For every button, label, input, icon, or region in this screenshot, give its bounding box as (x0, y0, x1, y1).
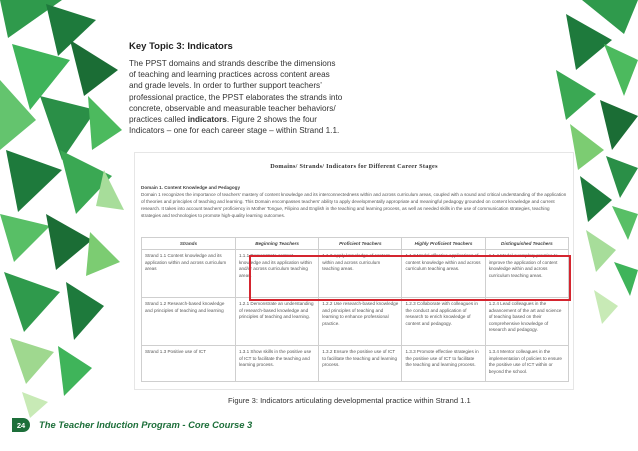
figure-caption: Figure 3: Indicators articulating developmental practice within Strand 1.1 (228, 396, 471, 405)
topic-body: The PPST domains and strands describe the dimensions of teaching and learning practices across content areas and grade levels. In order to further support teachers’ professional practice, the PPST elaborates the strands into concrete, observable and measurable teacher behaviors/ practices called indicators. Figure 2 shows the four Indicators – one for each career stage – within Strand 1.1. (129, 59, 343, 136)
topic-title: Key Topic 3: Indicators (129, 41, 233, 52)
table-cell: 1.2.3 Collaborate with colleagues in the conduct and application of research to enrich knowledge of content and pedagogy. (402, 298, 485, 346)
table-cell: Strand 1.2 Research-based knowledge and principles of teaching and learning (142, 298, 236, 346)
key-topic-section (129, 41, 344, 136)
table-cell: 1.3.3 Promote effective strategies in the positive use of ICT to facilitate the teaching and learning process. (402, 346, 485, 382)
table-cell: 1.1.4 Model exemplary practice to improve the application of content knowledge within and across curriculum teaching areas. (485, 250, 568, 298)
table-cell: 1.3.4 Mentor colleagues in the implementation of policies to ensure the positive use of ICT within or beyond the school. (485, 346, 568, 382)
table-cell: 1.1.3 Model effective applications of content knowledge within and across curriculum teaching areas. (402, 250, 485, 298)
table-row (142, 298, 569, 346)
table-cell: 1.1.1 Demonstrate content knowledge and its application within and/or across curriculum teaching areas. (235, 250, 318, 298)
table-cell: 1.3.1 Show skills in the positive use of ICT to facilitate the teaching and learning process. (235, 346, 318, 382)
table-cell: 1.1.2 Apply knowledge of content within and across curriculum teaching areas. (319, 250, 402, 298)
strand-1-1-highlight (249, 255, 571, 301)
table-cell: 1.3.2 Ensure the positive use of ICT to facilitate the teaching and learning process. (319, 346, 402, 382)
domain-text: Domain 1 recognizes the importance of teachers’ mastery of content knowledge and its interconnectedness within and across curriculum areas, coupled with a sound and critical understanding of the application of theories and principles of teaching and learning. This Domain encompasses teachers’ ability to apply developmentally appropriate and meaningful pedagogy grounded on content knowledge and current research. It takes into account teachers’ proficiency in Mother Tongue, Filipino and English in the teaching and learning process, as well as needed skills in the use of communication strategies, teaching strategies and technologies to promote high-quality learning outcomes. (141, 192, 567, 218)
column-header: Strands (142, 238, 236, 250)
table-cell: Strand 1.1 Content knowledge and its application within and across curriculum areas (142, 250, 236, 298)
column-header: Proficient Teachers (319, 238, 402, 250)
table-cell: 1.2.2 Use research-based knowledge and principles of teaching and learning to enhance professional practice. (319, 298, 402, 346)
table-row (142, 346, 569, 382)
table-cell: 1.2.4 Lead colleagues in the advancement of the art and science of teaching based on their comprehensive knowledge of research and pedagogy. (485, 298, 568, 346)
figure-heading: Domains/ Strands/ Indicators for Different Career Stages (270, 163, 438, 170)
emphasis-indicators: indicators (187, 115, 227, 125)
page-number: 24 (12, 418, 30, 432)
column-header: Highly Proficient Teachers (402, 238, 485, 250)
column-header: Beginning Teachers (235, 238, 318, 250)
footer-title: The Teacher Induction Program - Core Course 3 (39, 419, 253, 430)
indicators-figure (134, 152, 574, 390)
column-header: Distinguished Teachers (485, 238, 568, 250)
table-header-row (142, 238, 569, 250)
domain-description (141, 184, 569, 219)
domain-title: Domain 1. Content Knowledge and Pedagogy (141, 185, 241, 190)
table-cell: 1.2.1 Demonstrate an understanding of research-based knowledge and principles of teaching and learning. (235, 298, 318, 346)
table-cell: Strand 1.3 Positive use of ICT (142, 346, 236, 382)
